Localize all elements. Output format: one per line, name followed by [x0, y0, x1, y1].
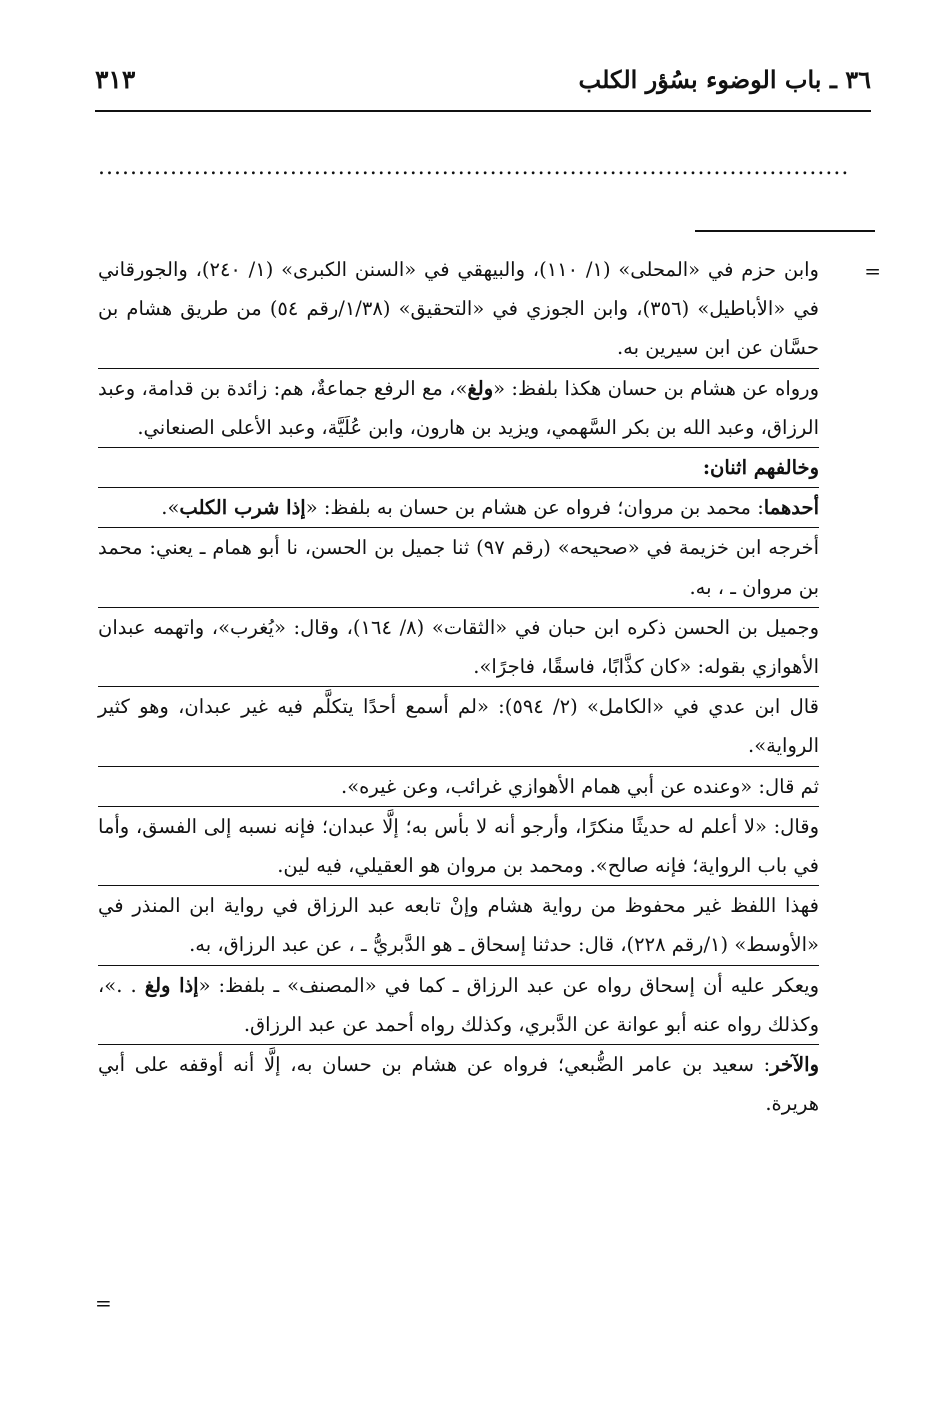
- paragraph: [98, 1045, 819, 1123]
- paragraph: [98, 369, 819, 448]
- paragraph: [98, 250, 819, 369]
- paragraph-text: وقال: «لا أعلم له حديثًا منكرًا، وأرجو أنه لا بأس به؛ إلَّا عبدان؛ فإنه نسبه إلى الفسق، وأما في باب الرواية؛ فإنه صالح». ومحمد بن مروان هو العقيلي، فيه لين.: [98, 814, 819, 878]
- bold-phrase: أحدهما: [763, 496, 819, 520]
- paragraph-text: . .»، وكذلك رواه عنه أبو عوانة عن الدَّبري، وكذلك رواه أحمد عن عبد الرزاق.: [98, 973, 819, 1036]
- page-number: ٣١٣: [95, 65, 136, 94]
- paragraph: [98, 966, 819, 1045]
- dotted-separator: ..............................................................................................: [98, 158, 850, 178]
- paragraph-text: فهذا اللفظ غير محفوظ من رواية هشام وإنْ تابعه عبد الرزاق في رواية ابن المنذر في «الأوسط» (١/رقم ٢٢٨)، قال: حدثنا إسحاق ـ هو الدَّبريُّ ـ ، عن عبد الرزاق، به.: [98, 894, 819, 957]
- paragraph: [98, 886, 819, 965]
- subheading: وخالفهم اثنان:: [702, 456, 819, 480]
- continues-mark: =: [95, 1291, 112, 1315]
- paragraph-text: ويعكر عليه أن إسحاق رواه عن عبد الرزاق ـ كما في «المصنف» ـ بلفظ: «: [198, 973, 819, 997]
- bold-phrase: والآخر: [770, 1053, 819, 1077]
- paragraph-text: قال ابن عدي في «الكامل» (٢/ ٥٩٤): «لم أسمع أحدًا يتكلَّم فيه غير عبدان، وهو كثير الرواية».: [98, 695, 819, 758]
- paragraph-text: : محمد بن مروان؛ فرواه عن هشام بن حسان به بلفظ: «: [305, 496, 764, 520]
- footnote-rule: [695, 230, 875, 232]
- paragraph-text: ورواه عن هشام بن حسان هكذا بلفظ: «: [493, 376, 819, 400]
- paragraph: [98, 448, 819, 488]
- bold-phrase: إذا شرب الكلب: [179, 496, 306, 520]
- paragraph: [98, 528, 819, 607]
- paragraph: [98, 488, 819, 528]
- paragraph: [98, 608, 819, 687]
- paragraph-text: وجميل بن الحسن ذكره ابن حبان في «الثقات» (٨/ ١٦٤)، وقال: «يُغرب»، واتهمه عبدان الأهوازي بقوله: «كان كذَّابًا، فاسقًا، فاجرًا».: [98, 615, 819, 679]
- paragraph-text: : سعيد بن عامر الضُّبعي؛ فرواه عن هشام بن حسان به، إلَّا أنه أوقفه على أبي هريرة.: [98, 1053, 819, 1116]
- paragraph-text: أخرجه ابن خزيمة في «صحيحه» (رقم ٩٧) ثنا جميل بن الحسن، نا أبو همام ـ يعني: محمد بن مروان ـ ، به.: [98, 536, 820, 599]
- header-rule: [95, 110, 871, 112]
- continuation-mark: =: [864, 259, 881, 283]
- paragraph: [98, 687, 819, 766]
- footnote-body: [98, 250, 819, 1123]
- paragraph-text: ».: [161, 496, 180, 520]
- bold-phrase: ولغ: [467, 376, 494, 400]
- paragraph-text: »، مع الرفع جماعةٌ، هم: زائدة بن قدامة، وعبد الرزاق، وعبد الله بن بكر السَّهمي، ويزيد بن هارون، وابن عُلَيَّة، وعبد الأعلى الصنعاني.: [98, 376, 819, 439]
- paragraph-text: وابن حزم في «المحلى» (١/ ١١٠)، والبيهقي في «السنن الكبرى» (١/ ٢٤٠)، والجورقاني في «الأباطيل» (٣٥٦)، وابن الجوزي في «التحقيق» (١/٣٨/رقم ٥٤) من طريق هشام بن حسَّان عن ابن سيرين به.: [98, 258, 819, 360]
- paragraph: [98, 807, 819, 886]
- paragraph: [98, 767, 819, 807]
- paragraph-text: ثم قال: «وعنده عن أبي همام الأهوازي غرائب، وعن غيره».: [341, 774, 819, 798]
- page-header: [95, 62, 871, 102]
- bold-phrase: إذا ولغ: [144, 973, 199, 997]
- chapter-title: ٣٦ ـ باب الوضوء بسُؤر الكلب: [578, 65, 871, 94]
